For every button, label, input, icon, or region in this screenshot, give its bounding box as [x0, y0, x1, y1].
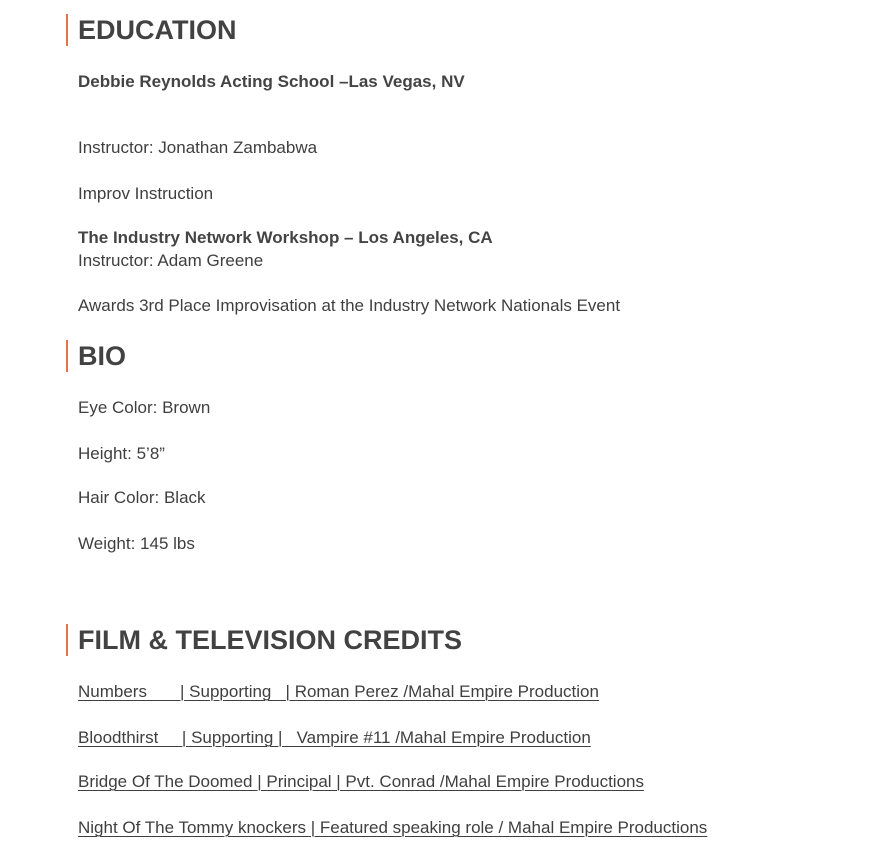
- bio-hair-color: Hair Color: Black: [78, 488, 206, 507]
- credits-heading: FILM & TELEVISION CREDITS: [66, 624, 462, 656]
- instructor-jonathan-zambabwa: Instructor: Jonathan Zambabwa: [78, 138, 318, 157]
- school-industry-network-workshop: The Industry Network Workshop – Los Angeles, CA: [78, 228, 493, 247]
- award-improvisation: Awards 3rd Place Improvisation at the Industry Network Nationals Event: [78, 296, 621, 315]
- bio-eye-color: Eye Color: Brown: [78, 398, 211, 417]
- bio-weight: Weight: 145 lbs: [78, 534, 195, 553]
- credit-link-bridge-of-the-doomed[interactable]: Bridge Of The Doomed | Principal | Pvt. Conrad /Mahal Empire Productions: [78, 772, 644, 791]
- credit-link-numbers[interactable]: Numbers | Supporting | Roman Perez /Mahal Empire Production: [78, 682, 599, 701]
- education-heading: EDUCATION: [66, 14, 237, 46]
- bio-heading: BIO: [66, 340, 126, 372]
- school-debbie-reynolds: Debbie Reynolds Acting School –Las Vegas, NV: [78, 72, 465, 91]
- instructor-adam-greene: Instructor: Adam Greene: [78, 251, 264, 270]
- credit-link-night-of-the-tommy-knockers[interactable]: Night Of The Tommy knockers | Featured speaking role / Mahal Empire Productions: [78, 818, 708, 837]
- improv-instruction: Improv Instruction: [78, 184, 214, 203]
- bio-height: Height: 5’8”: [78, 444, 165, 463]
- credit-link-bloodthirst[interactable]: Bloodthirst | Supporting | Vampire #11 /Mahal Empire Production: [78, 728, 591, 747]
